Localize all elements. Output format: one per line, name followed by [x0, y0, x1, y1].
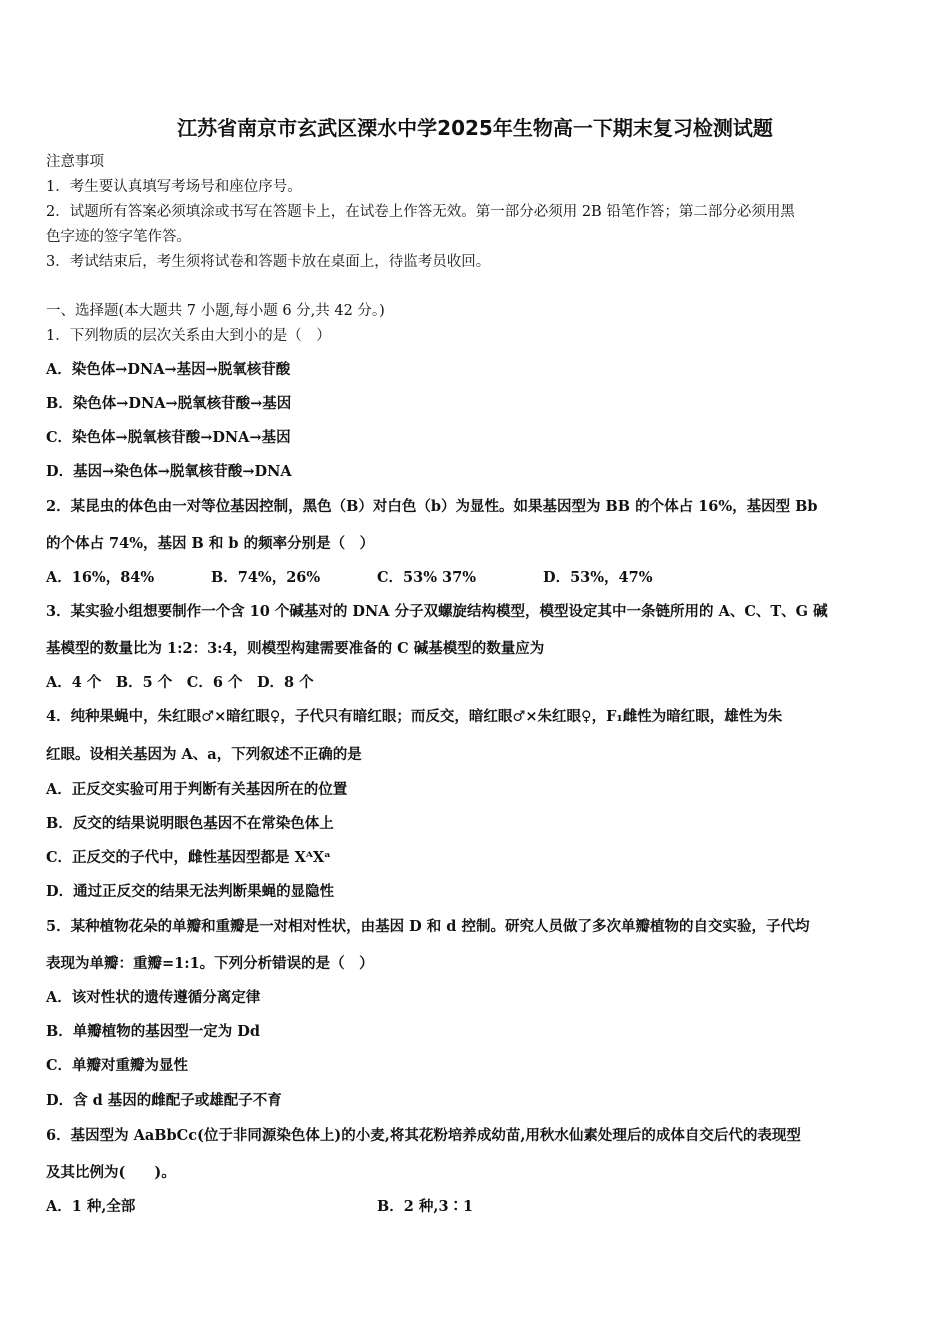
- option-b: B．染色体→DNA→脱氧核苷酸→基因: [46, 395, 292, 412]
- option-d: D．通过正反交的结果无法判断果蝇的显隐性: [46, 883, 335, 900]
- question-stem: 5．某种植物花朵的单瓣和重瓣是一对相对性状，由基因 D 和 d 控制。研究人员做了多次单瓣植物的自交实验，子代均: [46, 918, 810, 935]
- option-c: C．单瓣对重瓣为显性: [46, 1057, 189, 1074]
- question-stem: 3．某实验小组想要制作一个含 10 个碱基对的 DNA 分子双螺旋结构模型，模型设定其中一条链所用的 A、C、T、G 碱: [46, 603, 828, 620]
- notice-item: 3．考试结束后，考生须将试卷和答题卡放在桌面上，待监考员收回。: [46, 254, 491, 270]
- question-stem: 6．基因型为 AaBbCc(位于非同源染色体上)的小麦,将其花粉培养成幼苗,用秋水仙素处理后的成体自交后代的表现型: [46, 1127, 801, 1144]
- page-title: 江苏省南京市玄武区溧水中学2025年生物高一下期末复习检测试题: [177, 116, 773, 140]
- option-b: B．2 种,3∶1: [377, 1198, 474, 1215]
- question-stem: 基模型的数量比为 1:2：3:4，则模型构建需要准备的 C 碱基模型的数量应为: [46, 640, 545, 657]
- option-d: D．含 d 基因的雌配子或雄配子不育: [46, 1092, 282, 1109]
- option-d: D．53%，47%: [543, 569, 653, 586]
- option-a: A．正反交实验可用于判断有关基因所在的位置: [46, 781, 348, 798]
- section-heading: 一、选择题(本大题共 7 小题,每小题 6 分,共 42 分。): [46, 303, 385, 319]
- question-stem: 红眼。设相关基因为 A、a，下列叙述不正确的是: [46, 746, 362, 763]
- question-stem: 4．纯种果蝇中，朱红眼♂×暗红眼♀，子代只有暗红眼；而反交，暗红眼♂×朱红眼♀，F₁雌性为暗红眼，雄性为朱: [46, 708, 783, 725]
- question-stem: 及其比例为( )。: [46, 1164, 176, 1181]
- option-c: C．正反交的子代中，雌性基因型都是 XᴬXᵃ: [46, 849, 331, 866]
- question-stem: 表现为单瓣：重瓣=1:1。下列分析错误的是（ ）: [46, 955, 374, 972]
- options-row: A．4 个 B．5 个 C．6 个 D．8 个: [46, 674, 314, 691]
- option-a: A．染色体→DNA→基因→脱氧核苷酸: [46, 361, 291, 378]
- option-b: B．74%，26%: [211, 569, 321, 586]
- notice-heading: 注意事项: [46, 154, 104, 170]
- option-c: C．染色体→脱氧核苷酸→DNA→基因: [46, 429, 291, 446]
- option-c: C．53% 37%: [377, 569, 477, 586]
- option-a: A．1 种,全部: [46, 1198, 136, 1215]
- option-b: B．单瓣植物的基因型一定为 Dd: [46, 1023, 261, 1040]
- option-b: B．反交的结果说明眼色基因不在常染色体上: [46, 815, 334, 832]
- question-stem: 2．某昆虫的体色由一对等位基因控制，黑色（B）对白色（b）为显性。如果基因型为 BB 的个体占 16%，基因型 Bb: [46, 498, 818, 515]
- option-a: A．该对性状的遗传遵循分离定律: [46, 989, 261, 1006]
- question-stem: 的个体占 74%，基因 B 和 b 的频率分别是（ ）: [46, 535, 375, 552]
- notice-item: 色字迹的签字笔作答。: [46, 229, 191, 245]
- option-d: D．基因→染色体→脱氧核苷酸→DNA: [46, 463, 292, 480]
- option-a: A．16%，84%: [46, 569, 155, 586]
- notice-item: 2．试题所有答案必须填涂或书写在答题卡上，在试卷上作答无效。第一部分必须用 2B 铅笔作答；第二部分必须用黑: [46, 204, 795, 220]
- notice-item: 1．考生要认真填写考场号和座位序号。: [46, 179, 302, 195]
- question-stem: 1．下列物质的层次关系由大到小的是（ ）: [46, 328, 331, 344]
